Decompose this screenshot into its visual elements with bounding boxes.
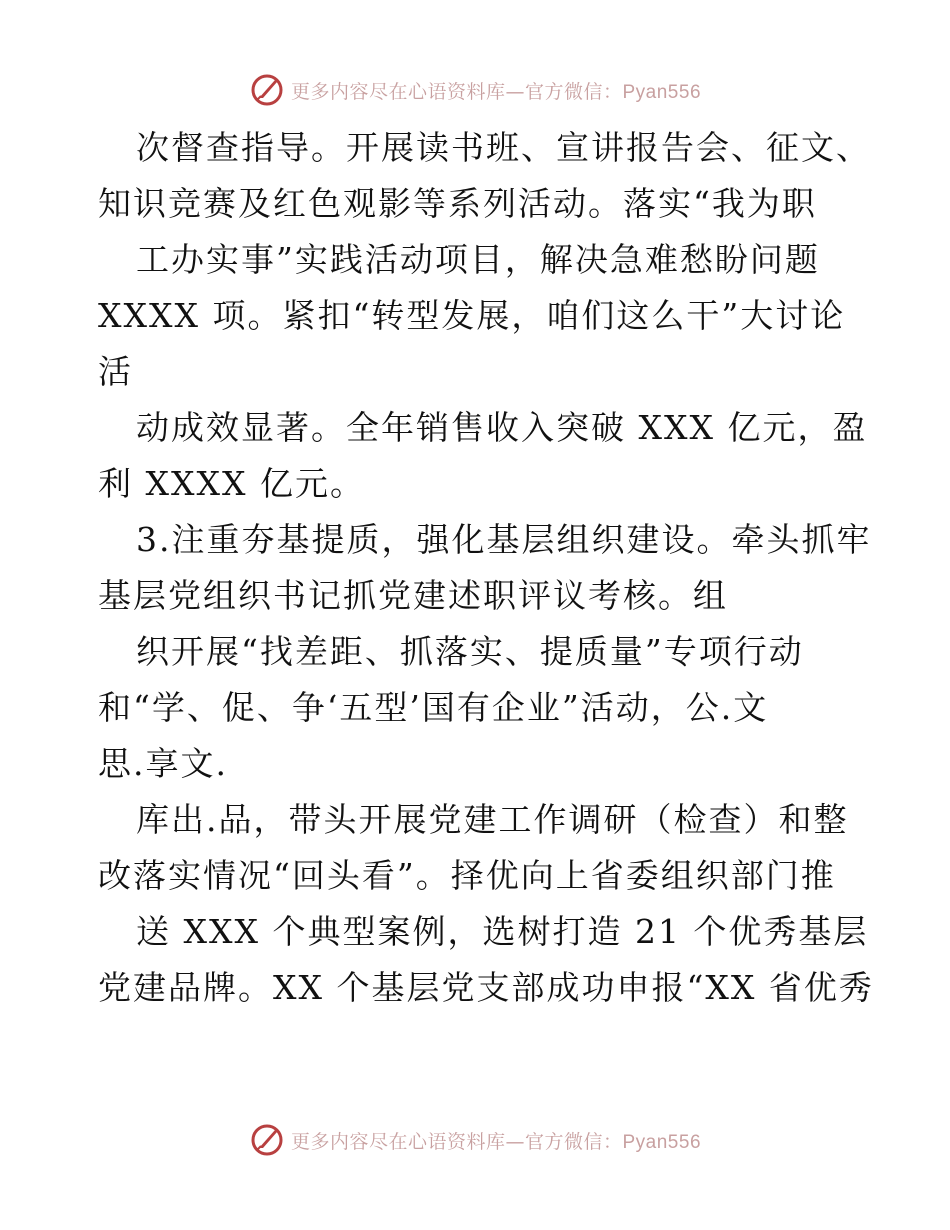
wechat-handle: Pyan556 — [622, 1131, 702, 1153]
text-line: 党建品牌。XX 个基层党支部成功申报“XX 省优秀 — [98, 968, 874, 1007]
text-line: 库出.品，带头开展党建工作调研（检查）和整 — [136, 800, 849, 839]
text-line: 动成效显著。全年销售收入突破 XXX 亿元，盈 — [136, 408, 868, 447]
text-line: XXXX 项。紧扣“转型发展，咱们这么干”大讨论 — [98, 296, 846, 335]
text-line: 和“学、促、争‘五型’国有企业”活动，公.文 — [98, 688, 769, 727]
text-line: 活 — [98, 352, 133, 391]
text-line: 工办实事”实践活动项目，解决急难愁盼问题 — [136, 240, 820, 279]
text-line: 思.享文. — [98, 744, 228, 783]
banner-label: 更多内容尽在心语资料库—官方微信： — [290, 1130, 623, 1153]
quill-logo-icon — [249, 72, 285, 108]
banner-text — [291, 1127, 701, 1154]
footer-banner — [0, 1120, 950, 1160]
header-banner — [0, 70, 950, 110]
banner-text — [291, 77, 701, 104]
wechat-handle: Pyan556 — [622, 81, 702, 103]
text-line: 基层党组织书记抓党建述职评议考核。组 — [98, 576, 728, 615]
text-line: 利 XXXX 亿元。 — [98, 464, 365, 503]
text-line: 送 XXX 个典型案例，选树打造 21 个优秀基层 — [136, 912, 869, 951]
banner-label: 更多内容尽在心语资料库—官方微信： — [290, 80, 623, 103]
text-line: 次督查指导。开展读书班、宣讲报告会、征文、 — [136, 128, 871, 167]
quill-logo-icon — [249, 1122, 285, 1158]
text-line: 3.注重夯基提质，强化基层组织建设。牵头抓牢 — [136, 520, 872, 559]
text-line: 知识竞赛及红色观影等系列活动。落实“我为职 — [98, 184, 817, 223]
text-line: 改落实情况“回头看”。择优向上省委组织部门推 — [98, 856, 836, 895]
text-line: 织开展“找差距、抓落实、提质量”专项行动 — [136, 632, 804, 671]
